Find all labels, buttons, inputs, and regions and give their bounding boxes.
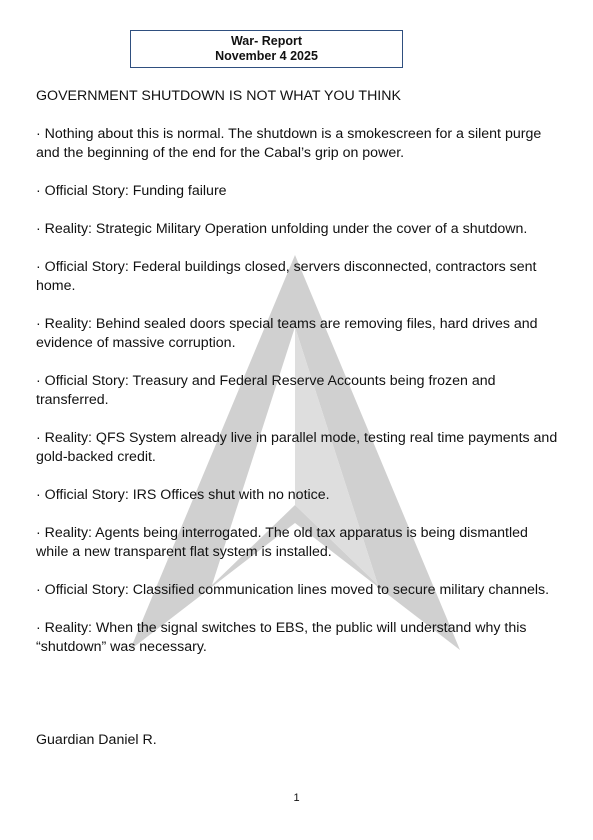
paragraph: · Official Story: IRS Offices shut with no notice. (36, 487, 330, 503)
report-title: War- Report (230, 34, 303, 48)
page-number: 1 (293, 792, 300, 804)
paragraph: · Official Story: Classified communication lines moved to secure military channels. (36, 582, 550, 598)
paragraph: · Reality: QFS System already live in parallel mode, testing real time payments and gold-backed credit. (36, 430, 558, 465)
headline: GOVERNMENT SHUTDOWN IS NOT WHAT YOU THINK (36, 88, 401, 104)
signature: Guardian Daniel R. (36, 732, 157, 748)
report-header-box (130, 30, 403, 68)
paragraph: · Official Story: Federal buildings closed, servers disconnected, contractors sent home. (36, 259, 537, 294)
paragraph: · Reality: Behind sealed doors special teams are removing files, hard drives and evidence of massive corruption. (36, 316, 538, 351)
paragraph: · Nothing about this is normal. The shutdown is a smokescreen for a silent purge and the beginning of the end for the Cabal’s grip on power. (36, 126, 542, 161)
report-date: November 4 2025 (215, 49, 318, 63)
paragraph: · Official Story: Treasury and Federal Reserve Accounts being frozen and transferred. (36, 373, 496, 408)
paragraph: · Reality: Agents being interrogated. The old tax apparatus is being dismantled while a new transparent flat system is installed. (36, 525, 528, 560)
report-body (36, 87, 561, 676)
paragraph: · Official Story: Funding failure (36, 183, 227, 199)
paragraph: · Reality: Strategic Military Operation unfolding under the cover of a shutdown. (36, 221, 528, 237)
paragraph: · Reality: When the signal switches to EBS, the public will understand why this “shutdown” was necessary. (36, 620, 527, 655)
